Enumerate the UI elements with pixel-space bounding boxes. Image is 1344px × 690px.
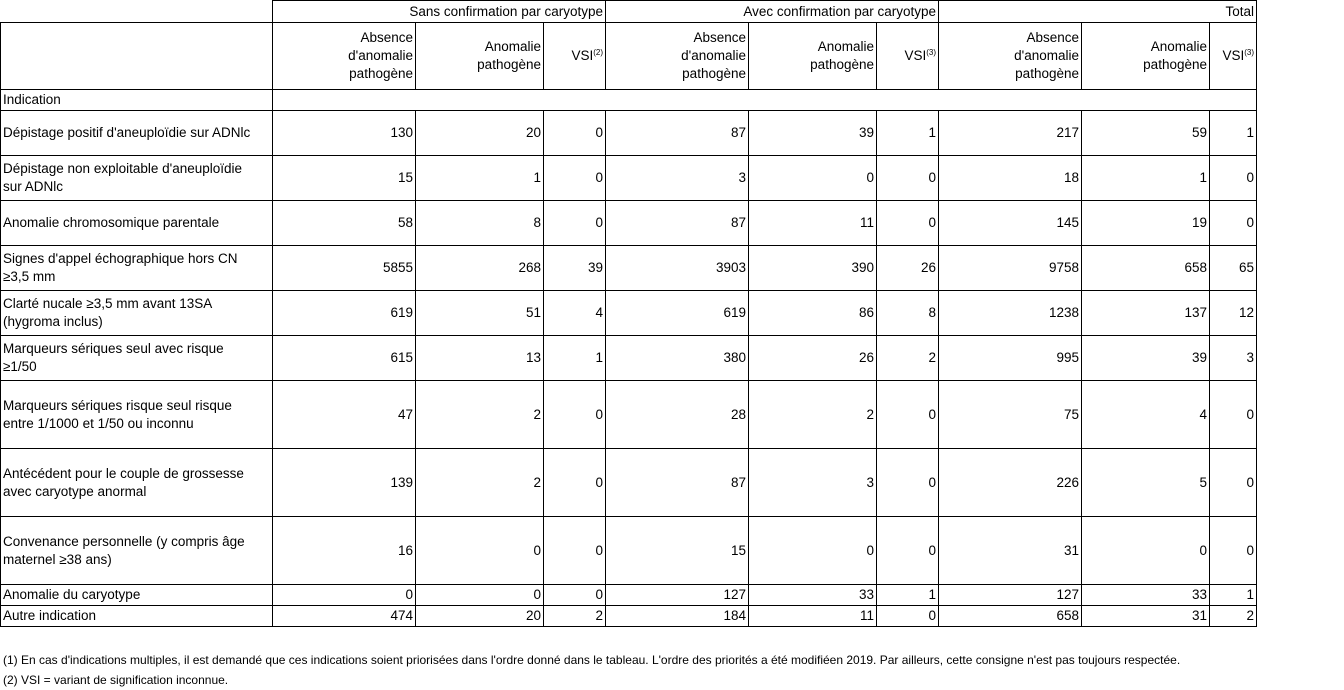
value-cell: 137 xyxy=(1082,291,1210,336)
indication-row xyxy=(1,90,1257,111)
value-cell: 619 xyxy=(606,291,749,336)
value-cell: 26 xyxy=(877,246,939,291)
sub-header-line: Anomalie xyxy=(484,39,541,54)
value-cell: 0 xyxy=(749,517,877,585)
sub-header-line: Absence xyxy=(693,30,746,45)
value-cell: 0 xyxy=(1210,201,1257,246)
value-cell: 145 xyxy=(939,201,1082,246)
value-cell: 11 xyxy=(749,201,877,246)
value-cell: 8 xyxy=(416,201,544,246)
value-cell: 13 xyxy=(416,336,544,381)
indication-text: ≥1/50 xyxy=(3,359,37,374)
value-cell: 9758 xyxy=(939,246,1082,291)
value-cell: 0 xyxy=(1210,517,1257,585)
sub-header-line: Anomalie xyxy=(817,39,874,54)
indication-label: Indication xyxy=(1,90,273,111)
value-cell: 1 xyxy=(1082,156,1210,201)
value-cell: 1 xyxy=(1210,111,1257,156)
value-cell: 2 xyxy=(416,381,544,449)
sub-header-line: Anomalie xyxy=(1150,39,1207,54)
indication-cell xyxy=(1,517,273,585)
indication-text: (hygroma inclus) xyxy=(3,314,103,329)
value-cell: 0 xyxy=(1210,449,1257,517)
value-cell: 2 xyxy=(749,381,877,449)
table-row xyxy=(1,291,1257,336)
sub-header xyxy=(1210,23,1257,90)
value-cell: 0 xyxy=(544,585,606,606)
indication-text: ≥3,5 mm xyxy=(3,269,56,284)
value-cell: 1 xyxy=(544,336,606,381)
indication-text: Autre indication xyxy=(3,608,97,623)
indication-cell xyxy=(1,291,273,336)
value-cell: 87 xyxy=(606,449,749,517)
indication-text: Anomalie chromosomique parentale xyxy=(3,215,220,230)
value-cell: 39 xyxy=(749,111,877,156)
value-cell: 51 xyxy=(416,291,544,336)
sub-header xyxy=(1082,23,1210,90)
value-cell: 1 xyxy=(416,156,544,201)
value-cell: 0 xyxy=(544,156,606,201)
value-cell: 1 xyxy=(877,585,939,606)
sub-header-line: pathogène xyxy=(682,66,746,81)
value-cell: 1 xyxy=(1210,585,1257,606)
table-row xyxy=(1,606,1257,627)
sub-header-line: Absence xyxy=(360,30,413,45)
value-cell: 8 xyxy=(877,291,939,336)
indication-cell xyxy=(1,246,273,291)
sub-header-line: pathogène xyxy=(349,66,413,81)
indication-text: entre 1/1000 et 1/50 ou inconnu xyxy=(3,415,194,431)
footnote-2: (2) VSI = variant de signification inconnue. xyxy=(3,673,229,687)
indication-text: Anomalie du caryotype xyxy=(3,587,141,602)
value-cell: 127 xyxy=(939,585,1082,606)
value-cell: 4 xyxy=(544,291,606,336)
footnote-ref: (3) xyxy=(926,48,936,57)
value-cell: 658 xyxy=(939,606,1082,627)
value-cell: 127 xyxy=(606,585,749,606)
indication-cell xyxy=(1,201,273,246)
value-cell: 0 xyxy=(544,381,606,449)
value-cell: 1238 xyxy=(939,291,1082,336)
sub-header xyxy=(749,23,877,90)
value-cell: 16 xyxy=(273,517,416,585)
value-cell: 11 xyxy=(749,606,877,627)
value-cell: 226 xyxy=(939,449,1082,517)
value-cell: 619 xyxy=(273,291,416,336)
group-header-total: Total xyxy=(939,1,1257,23)
indication-text: Convenance personnelle (y compris âge xyxy=(3,533,245,549)
value-cell: 2 xyxy=(544,606,606,627)
value-cell: 217 xyxy=(939,111,1082,156)
footnotes xyxy=(3,650,1180,690)
value-cell: 26 xyxy=(749,336,877,381)
indication-blank xyxy=(273,90,1257,111)
table-row xyxy=(1,381,1257,449)
indication-text: Marqueurs sériques risque seul risque xyxy=(3,397,232,413)
value-cell: 3903 xyxy=(606,246,749,291)
value-cell: 3 xyxy=(749,449,877,517)
value-cell: 130 xyxy=(273,111,416,156)
value-cell: 0 xyxy=(544,449,606,517)
value-cell: 47 xyxy=(273,381,416,449)
value-cell: 474 xyxy=(273,606,416,627)
table-row xyxy=(1,336,1257,381)
value-cell: 39 xyxy=(1082,336,1210,381)
indication-text: Dépistage positif d'aneuploïdie sur ADNlc xyxy=(3,125,251,140)
table-row xyxy=(1,246,1257,291)
value-cell: 0 xyxy=(544,111,606,156)
value-cell: 3 xyxy=(606,156,749,201)
sub-header-row xyxy=(1,23,1257,90)
value-cell: 39 xyxy=(544,246,606,291)
corner-cell xyxy=(1,1,273,23)
table-row xyxy=(1,517,1257,585)
sub-header-line: d'anomalie xyxy=(1014,48,1079,63)
value-cell: 390 xyxy=(749,246,877,291)
group-header-sans: Sans confirmation par caryotype xyxy=(273,1,606,23)
table-body xyxy=(1,111,1257,627)
sub-header xyxy=(273,23,416,90)
value-cell: 15 xyxy=(273,156,416,201)
value-cell: 3 xyxy=(1210,336,1257,381)
sub-header xyxy=(544,23,606,90)
value-cell: 0 xyxy=(544,201,606,246)
value-cell: 0 xyxy=(877,381,939,449)
indication-cell xyxy=(1,336,273,381)
value-cell: 2 xyxy=(1210,606,1257,627)
indication-text: avec caryotype anormal xyxy=(3,483,147,499)
table-row xyxy=(1,156,1257,201)
indication-cell xyxy=(1,606,273,627)
value-cell: 0 xyxy=(877,156,939,201)
value-cell: 86 xyxy=(749,291,877,336)
value-cell: 33 xyxy=(1082,585,1210,606)
value-cell: 19 xyxy=(1082,201,1210,246)
indication-cell xyxy=(1,449,273,517)
sub-header-text: VSI xyxy=(1222,48,1245,63)
value-cell: 0 xyxy=(273,585,416,606)
value-cell: 31 xyxy=(1082,606,1210,627)
value-cell: 0 xyxy=(877,201,939,246)
indication-cell xyxy=(1,156,273,201)
table-row xyxy=(1,201,1257,246)
value-cell: 0 xyxy=(877,449,939,517)
table-row xyxy=(1,585,1257,606)
group-header-avec: Avec confirmation par caryotype xyxy=(606,1,939,23)
footnote-ref: (3) xyxy=(1244,48,1254,57)
value-cell: 0 xyxy=(877,517,939,585)
indication-text: Marqueurs sériques seul avec risque xyxy=(3,341,224,356)
sub-header-line: pathogène xyxy=(1143,57,1207,72)
value-cell: 28 xyxy=(606,381,749,449)
value-cell: 33 xyxy=(749,585,877,606)
value-cell: 2 xyxy=(877,336,939,381)
footnote-ref: (2) xyxy=(593,48,603,57)
indication-text: sur ADNlc xyxy=(3,179,64,194)
value-cell: 184 xyxy=(606,606,749,627)
indication-cell xyxy=(1,111,273,156)
table-row xyxy=(1,111,1257,156)
value-cell: 0 xyxy=(1210,381,1257,449)
sub-header-line: d'anomalie xyxy=(348,48,413,63)
value-cell: 0 xyxy=(416,585,544,606)
value-cell: 20 xyxy=(416,111,544,156)
value-cell: 65 xyxy=(1210,246,1257,291)
value-cell: 2 xyxy=(416,449,544,517)
value-cell: 87 xyxy=(606,111,749,156)
value-cell: 31 xyxy=(939,517,1082,585)
value-cell: 58 xyxy=(273,201,416,246)
value-cell: 12 xyxy=(1210,291,1257,336)
sub-header-line: pathogène xyxy=(477,57,541,72)
value-cell: 75 xyxy=(939,381,1082,449)
sub-header xyxy=(877,23,939,90)
sub-header-line: pathogène xyxy=(810,57,874,72)
value-cell: 59 xyxy=(1082,111,1210,156)
value-cell: 0 xyxy=(877,606,939,627)
value-cell: 5855 xyxy=(273,246,416,291)
sub-header-line: pathogène xyxy=(1015,66,1079,81)
value-cell: 268 xyxy=(416,246,544,291)
value-cell: 0 xyxy=(1082,517,1210,585)
value-cell: 0 xyxy=(416,517,544,585)
value-cell: 15 xyxy=(606,517,749,585)
value-cell: 0 xyxy=(1210,156,1257,201)
indication-cell xyxy=(1,585,273,606)
value-cell: 0 xyxy=(749,156,877,201)
value-cell: 615 xyxy=(273,336,416,381)
value-cell: 4 xyxy=(1082,381,1210,449)
value-cell: 5 xyxy=(1082,449,1210,517)
table-row xyxy=(1,449,1257,517)
footnote-1: (1) En cas d'indications multiples, il est demandé que ces indications soient priorisées dans l'ordre donné dans le tableau. L'ordre des priorités a été modifiéen 2019. Par ailleurs, cette consigne n'est pas toujours respectée. xyxy=(3,653,1181,667)
value-cell: 139 xyxy=(273,449,416,517)
sub-header-text: VSI xyxy=(904,48,927,63)
value-cell: 18 xyxy=(939,156,1082,201)
group-header-row xyxy=(1,1,1257,23)
sub-header-text: VSI xyxy=(571,48,594,63)
value-cell: 20 xyxy=(416,606,544,627)
indication-text: Antécédent pour le couple de grossesse xyxy=(3,465,244,481)
value-cell: 0 xyxy=(544,517,606,585)
indication-cell xyxy=(1,381,273,449)
indication-text: maternel ≥38 ans) xyxy=(3,551,112,567)
indication-text: Signes d'appel échographique hors CN xyxy=(3,251,238,266)
sub-header xyxy=(606,23,749,90)
value-cell: 658 xyxy=(1082,246,1210,291)
value-cell: 87 xyxy=(606,201,749,246)
sub-header-line: d'anomalie xyxy=(681,48,746,63)
sub-header-blank xyxy=(1,23,273,90)
value-cell: 995 xyxy=(939,336,1082,381)
sub-header-line: Absence xyxy=(1026,30,1079,45)
sub-header xyxy=(416,23,544,90)
sub-header xyxy=(939,23,1082,90)
value-cell: 1 xyxy=(877,111,939,156)
indication-text: Clarté nucale ≥3,5 mm avant 13SA xyxy=(3,296,213,311)
indication-text: Dépistage non exploitable d'aneuploïdie xyxy=(3,161,243,176)
value-cell: 380 xyxy=(606,336,749,381)
